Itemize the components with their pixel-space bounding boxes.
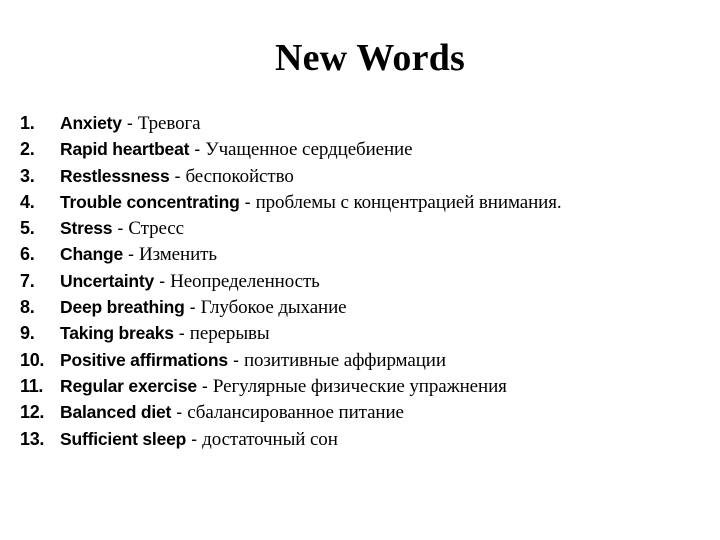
separator: -: [176, 402, 183, 423]
list-item: [20, 320, 710, 346]
english-term: Anxiety: [60, 113, 122, 133]
item-number: 2.: [20, 139, 35, 160]
list-item: [20, 110, 710, 136]
item-number: 11.: [20, 375, 44, 396]
english-term: Uncertainty: [60, 270, 155, 291]
separator: -: [194, 139, 201, 160]
item-number: 9.: [20, 323, 35, 344]
english-term: Trouble concentrating: [60, 191, 240, 212]
separator: -: [232, 349, 239, 370]
russian-translation: проблемы с концентрацией внимания.: [255, 191, 562, 213]
item-number: 13.: [20, 428, 45, 449]
english-term: Regular exercise: [60, 375, 197, 396]
item-number: 7.: [20, 270, 35, 291]
russian-translation: позитивные аффирмации: [243, 349, 446, 371]
separator: -: [189, 297, 196, 318]
list-item: [20, 136, 710, 162]
separator: -: [159, 270, 166, 291]
list-item: [20, 268, 710, 294]
item-number: 4.: [20, 191, 35, 212]
item-number: 8.: [20, 297, 35, 318]
list-item: [20, 241, 710, 267]
item-number: 3.: [20, 165, 35, 186]
item-number: 6.: [20, 244, 35, 265]
english-term: Balanced diet: [60, 402, 172, 423]
russian-translation: Тревога: [137, 113, 201, 134]
english-term: Taking breaks: [60, 323, 174, 344]
english-term: Positive affirmations: [60, 349, 228, 370]
separator: -: [126, 113, 133, 133]
list-item: [20, 373, 710, 399]
russian-translation: Стресс: [128, 218, 184, 240]
separator: -: [244, 191, 251, 212]
russian-translation: сбалансированное питание: [187, 402, 404, 424]
russian-translation: беспокойство: [185, 165, 294, 187]
russian-translation: Неопределенность: [170, 270, 320, 292]
list-item: [20, 294, 710, 320]
russian-translation: Регулярные физические упражнения: [212, 375, 507, 397]
slide-title: New Words: [274, 37, 466, 79]
english-term: Restlessness: [60, 165, 170, 186]
list-item: [20, 189, 710, 215]
russian-translation: Учащенное сердцебиение: [205, 139, 413, 161]
separator: -: [178, 323, 185, 344]
list-item: [20, 215, 710, 241]
english-term: Rapid heartbeat: [60, 139, 190, 160]
english-term: Sufficient sleep: [60, 428, 187, 449]
separator: -: [174, 165, 181, 186]
list-item: [20, 347, 710, 373]
vocabulary-list: [20, 110, 710, 452]
english-term: Change: [60, 244, 123, 265]
english-term: Stress: [60, 218, 113, 239]
russian-translation: Глубокое дыхание: [200, 297, 347, 319]
separator: -: [127, 244, 134, 265]
separator: -: [117, 218, 124, 239]
list-item: [20, 426, 710, 452]
item-number: 1.: [20, 113, 35, 133]
list-item: [20, 163, 710, 189]
item-number: 10.: [20, 349, 45, 370]
list-item: [20, 399, 710, 425]
english-term: Deep breathing: [60, 297, 185, 318]
item-number: 5.: [20, 218, 35, 239]
russian-translation: Изменить: [138, 244, 217, 266]
separator: -: [201, 375, 208, 396]
item-number: 12.: [20, 402, 45, 423]
separator: -: [191, 428, 198, 449]
russian-translation: перерывы: [189, 323, 270, 345]
russian-translation: достаточный сон: [202, 428, 338, 450]
